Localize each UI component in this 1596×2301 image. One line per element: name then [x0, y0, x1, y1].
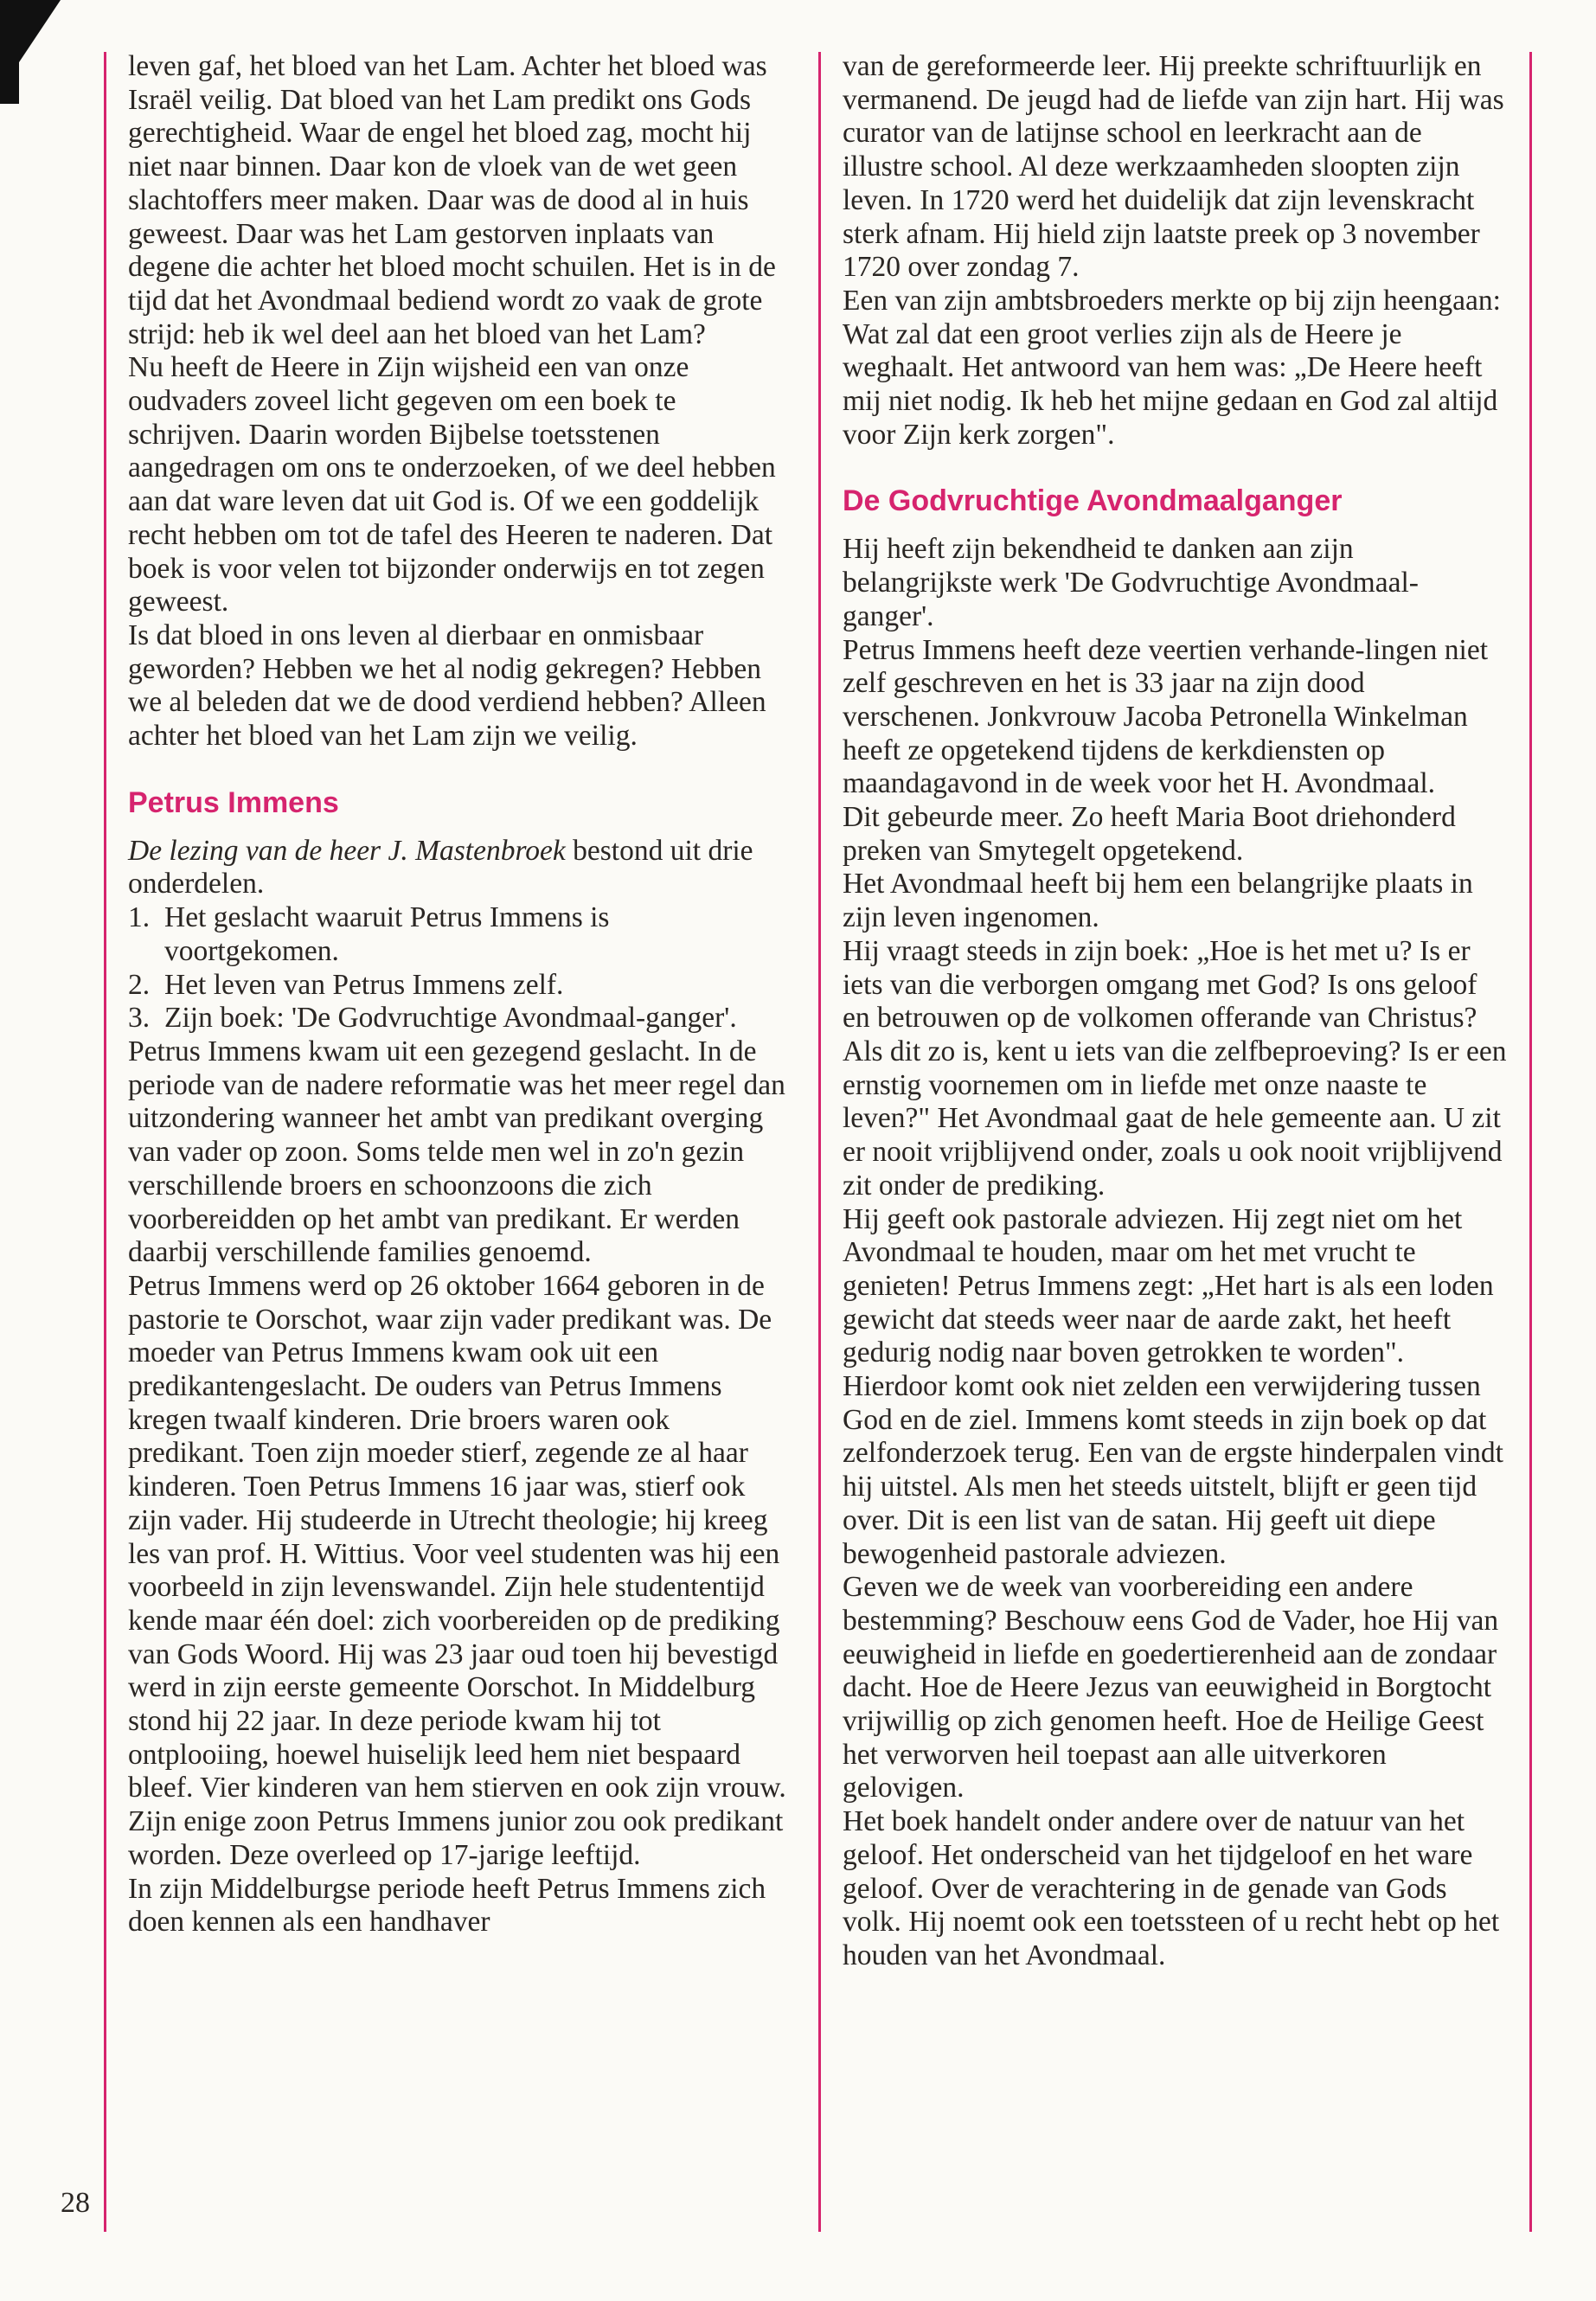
left-column-rule [104, 52, 106, 2232]
paragraph: Petrus Immens kwam uit een gezegend geslacht. In de periode van de nadere reformatie was het meer regel dan uitzondering wanneer het ambt van predikant overging van vader op zoon. Soms telde men wel in zo'n gezin verschillende broers en schoonzoons die zich voorbereidden op het ambt van predikant. Er werden daarbij verschillende families genoemd. [128, 1035, 785, 1269]
right-column [843, 50, 1509, 1973]
page-number: 28 [61, 2187, 90, 2219]
paragraph: Het boek handelt onder andere over de natuur van het geloof. Het onderscheid van het tijdgeloof en het ware geloof. Over de verachtering in de genade van Gods volk. Hij noemt ook een toetssteen of u recht hebt op het houden van het Avondmaal. [843, 1805, 1500, 1971]
list-number: 2. [128, 968, 151, 1001]
paragraph: In zijn Middelburgse periode heeft Petrus Immens zich doen kennen als een handhaver [128, 1872, 766, 1939]
lecture-intro [128, 835, 787, 901]
list-text: Zijn boek: 'De Godvruchtige Avondmaal-ganger'. [164, 1002, 737, 1035]
paragraph: Hij heeft zijn bekendheid te danken aan zijn belangrijkste werk 'De Godvruchtige Avondmaal-ganger'. [843, 533, 1419, 632]
lecture-parts-list [128, 901, 787, 1035]
list-item [128, 901, 787, 968]
left-column [128, 50, 787, 1939]
lecture-intro-rest: bestond uit drie onderdelen. [128, 834, 753, 901]
paragraph: Nu heeft de Heere in Zijn wijsheid een van onze oudvaders zoveel licht gegeven om een boek te schrijven. Daarin worden Bijbelse toetsstenen aangedragen om ons te onderzoeken, of we deel hebben aan dat ware leven dat uit God is. Of we een goddelijk recht hebben om tot de tafel des Heeren te naderen. Dat boek is voor velen tot bijzonder onderwijs en tot zegen geweest. [128, 351, 776, 619]
paragraph: Een van zijn ambtsbroeders merkte op bij zijn heengaan: Wat zal dat een groot verlies zijn als de Heere je weghaalt. Het antwoord van hem was: „De Heere heeft mij niet nodig. Ik heb het mijne gedaan en God zal altijd voor Zijn kerk zorgen". [843, 284, 1501, 451]
list-number: 3. [128, 1002, 151, 1035]
list-item [128, 1002, 787, 1035]
section-heading-avondmaalganger: De Godvruchtige Avondmaalganger [843, 484, 1343, 518]
corner-crop-mark-bar [0, 0, 19, 104]
list-item [128, 969, 787, 1003]
list-text: Het geslacht waaruit Petrus Immens is voortgekomen. [164, 901, 610, 967]
paragraph: Petrus Immens werd op 26 oktober 1664 geboren in de pastorie te Oorschot, waar zijn vader predikant was. De moeder van Petrus Immens kwam ook uit een predikantengeslacht. De ouders van Petrus Immens kregen twaalf kinderen. Drie broers waren ook predikant. Toen zijn moeder stierf, zegende ze al haar kinderen. Toen Petrus Immens 16 jaar was, stierf ook zijn vader. Hij studeerde in Utrecht theologie; hij kreeg les van prof. H. Wittius. Voor veel studenten was hij een voorbeeld in zijn levenswandel. Zijn hele studententijd kende maar één doel: zich voorbereiden op de prediking van Gods Woord. Hij was 23 jaar oud toen hij bevestigd werd in zijn eerste gemeente Oorschot. In Middelburg stond hij 22 jaar. In deze periode kwam hij tot ontplooiing, hoewel huiselijk leed hem niet bespaard bleef. Vier kinderen van hem stierven en ook zijn vrouw. Zijn enige zoon Petrus Immens junior zou ook predikant worden. Deze overleed op 17-jarige leeftijd. [128, 1269, 786, 1871]
paragraph: Hierdoor komt ook niet zelden een verwijdering tussen God en de ziel. Immens komt steeds in zijn boek op dat zelfonderzoek terug. Een van de ergste hinderpalen vindt hij uitstel. Als men het steeds uitstelt, blijft er geen tijd over. Dit is een list van de satan. Hij geeft uit diepe bewogenheid pastorale adviezen. [843, 1370, 1503, 1570]
paragraph: Hij vraagt steeds in zijn boek: „Hoe is het met u? Is er iets van die verborgen omgang met God? Is ons geloof en betrouwen op de volkomen offerande van Christus? Als dit zo is, kent u iets van die zelfbeproeving? Is er een ernstig voornemen om in liefde met onze naaste te leven?" Het Avondmaal gaat de hele gemeente aan. U zit er nooit vrijblijvend onder, zoals u ook nooit vrijblijvend zit onder de prediking. [843, 934, 1507, 1202]
right-column-rule [1529, 52, 1532, 2232]
paragraph: Dit gebeurde meer. Zo heeft Maria Boot driehonderd preken van Smytegelt opgetekend. [843, 801, 1456, 867]
paragraph: Petrus Immens heeft deze veertien verhande-lingen niet zelf geschreven en het is 33 jaar na zijn dood verschenen. Jonkvrouw Jacoba Petronella Winkelman heeft ze opgetekend tijdens de kerkdiensten op maandagavond in de week voor het H. Avondmaal. [843, 633, 1488, 800]
paragraph: leven gaf, het bloed van het Lam. Achter het bloed was Israël veilig. Dat bloed van het Lam predikt ons Gods gerechtigheid. Waar de engel het bloed zag, mocht hij niet naar binnen. Daar kon de vloek van de wet geen slachtoffers meer maken. Daar was de dood al in huis geweest. Daar was het Lam gestorven inplaats van degene die achter het bloed mocht schuilen. Het is in de tijd dat het Avondmaal bediend wordt zo vaak de grote strijd: heb ik wel deel aan het bloed van het Lam? [128, 50, 776, 350]
center-column-rule [818, 52, 821, 2232]
paragraph: Geven we de week van voorbereiding een andere bestemming? Beschouw eens God de Vader, hoe Hij van eeuwigheid in liefde en goedertierenheid aan de zondaar dacht. Hoe de Heere Jezus van eeuwigheid in Borgtocht vrijwillig op zich genomen heeft. Hoe de Heilige Geest het verworven heil toepast aan alle uitverkoren gelovigen. [843, 1571, 1499, 1804]
paragraph: Het Avondmaal heeft bij hem een belangrijke plaats in zijn leven ingenomen. [843, 868, 1473, 934]
paragraph: Hij geeft ook pastorale adviezen. Hij zegt niet om het Avondmaal te houden, maar om het met vrucht te genieten! Petrus Immens zegt: „Het hart is als een loden gewicht dat steeds weer naar de aarde zakt, het heeft gedurig nodig naar boven getrokken te worden". [843, 1202, 1494, 1369]
list-number: 1. [128, 901, 151, 934]
section-heading-petrus-immens: Petrus Immens [128, 785, 339, 819]
list-text: Het leven van Petrus Immens zelf. [164, 968, 564, 1001]
paragraph: van de gereformeerde leer. Hij preekte schriftuurlijk en vermanend. De jeugd had de liefde van zijn hart. Hij was curator van de latijnse school en leerkracht aan de illustre school. Al deze werkzaamheden sloopten zijn leven. In 1720 werd het duidelijk dat zijn levenskracht sterk afnam. Hij hield zijn laatste preek op 3 november 1720 over zondag 7. [843, 50, 1504, 284]
lecture-speaker: De lezing van de heer J. Mastenbroek [128, 834, 566, 867]
paragraph: Is dat bloed in ons leven al dierbaar en onmisbaar geworden? Hebben we het al nodig gekregen? Hebben we al beleden dat we de dood verdiend hebben? Alleen achter het bloed van het Lam zijn we veilig. [128, 619, 766, 753]
